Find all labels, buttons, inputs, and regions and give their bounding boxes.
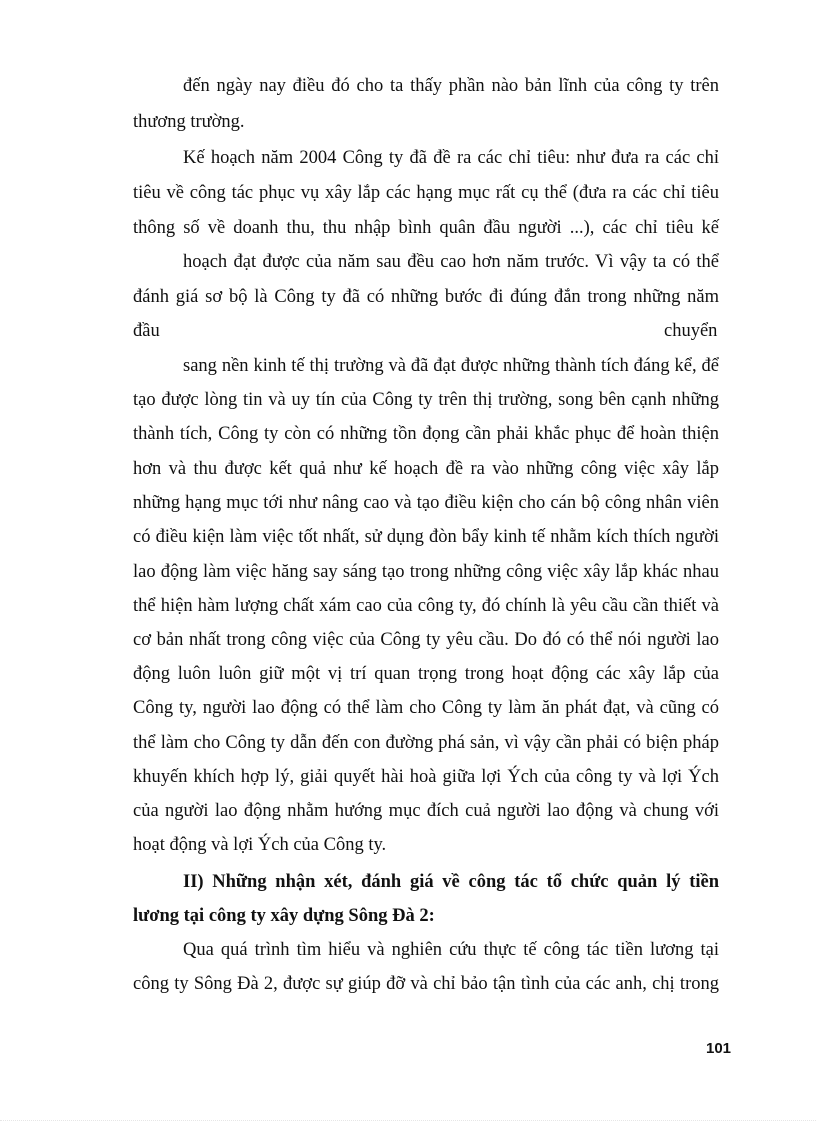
- text-line: hơn và thu được kết quả như kế hoạch đề ra vào những công việc xây lắp: [133, 459, 719, 479]
- text-line: đến ngày nay điều đó cho ta thấy phần nào bản lĩnh của công ty trên: [183, 76, 719, 96]
- text-line: tạo được lòng tin và uy tín của Công ty trên thị trường, song bên cạnh những: [133, 390, 719, 410]
- text-line: thể hiện hàm lượng chất xám cao của công ty, đó chính là yêu cầu cần thiết và: [133, 596, 719, 616]
- text-line: đầu: [133, 321, 160, 341]
- text-line: công ty Sông Đà 2, được sự giúp đỡ và chỉ bảo tận tình của các anh, chị trong: [133, 974, 719, 994]
- text-line: thông số về doanh thu, thu nhập bình quân đầu người ...), các chỉ tiêu kế: [133, 218, 719, 238]
- text-line: Công ty, người lao động có thể làm cho Công ty làm ăn phát đạt, và cũng có: [133, 698, 719, 718]
- page-bottom-border: [0, 1120, 816, 1121]
- section-heading-line: II) Những nhận xét, đánh giá về công tác tổ chức quản lý tiền: [183, 872, 719, 892]
- text-line: thương trường.: [133, 112, 245, 132]
- text-line: chuyển: [664, 321, 718, 341]
- text-line: hoạt động và lợi Ých của Công ty.: [133, 835, 387, 855]
- page-number: 101: [706, 1040, 732, 1057]
- text-line: thể làm cho Công ty dẫn đến con đường phá sản, vì vậy cần phải có biện pháp: [133, 733, 719, 753]
- text-line: động luôn luôn giữ một vị trí quan trọng trong hoạt động các xây lắp của: [133, 664, 719, 684]
- text-line: có điều kiện làm việc tốt nhất, sử dụng đòn bẩy kinh tế nhằm kích thích người: [133, 527, 719, 547]
- text-line: sang nền kinh tế thị trường và đã đạt được những thành tích đáng kể, để: [183, 356, 719, 376]
- text-line: khuyến khích hợp lý, giải quyết hài hoà giữa lợi Ých của công ty và lợi Ých: [133, 767, 719, 787]
- text-line: của người lao động nhằm hướng mục đích cuả người lao động và chung với: [133, 801, 719, 821]
- text-line: Kế hoạch năm 2004 Công ty đã đề ra các chỉ tiêu: như đưa ra các chỉ: [183, 148, 719, 168]
- text-line: Qua quá trình tìm hiểu và nghiên cứu thực tế công tác tiền lương tại: [183, 940, 719, 960]
- text-line: đánh giá sơ bộ là Công ty đã có những bước đi đúng đắn trong những năm: [133, 287, 719, 307]
- text-line: những hạng mục tới như nâng cao và tạo điều kiện cho cán bộ công nhân viên: [133, 493, 719, 513]
- section-heading-line: lương tại công ty xây dựng Sông Đà 2:: [133, 906, 435, 926]
- text-line: cơ bản nhất trong công việc của Công ty yêu cầu. Do đó có thể nói người lao: [133, 630, 719, 650]
- text-line: tiêu về công tác phục vụ xây lắp các hạng mục rất cụ thể (đưa ra các chỉ tiêu: [133, 183, 719, 203]
- text-line: thành tích, Công ty còn có những tồn đọng cần phải khắc phục để hoàn thiện: [133, 424, 719, 444]
- text-line: hoạch đạt được của năm sau đều cao hơn năm trước. Vì vậy ta có thể: [183, 252, 719, 272]
- text-line: lao động làm việc hăng say sáng tạo trong những công việc xây lắp khác nhau: [133, 562, 719, 582]
